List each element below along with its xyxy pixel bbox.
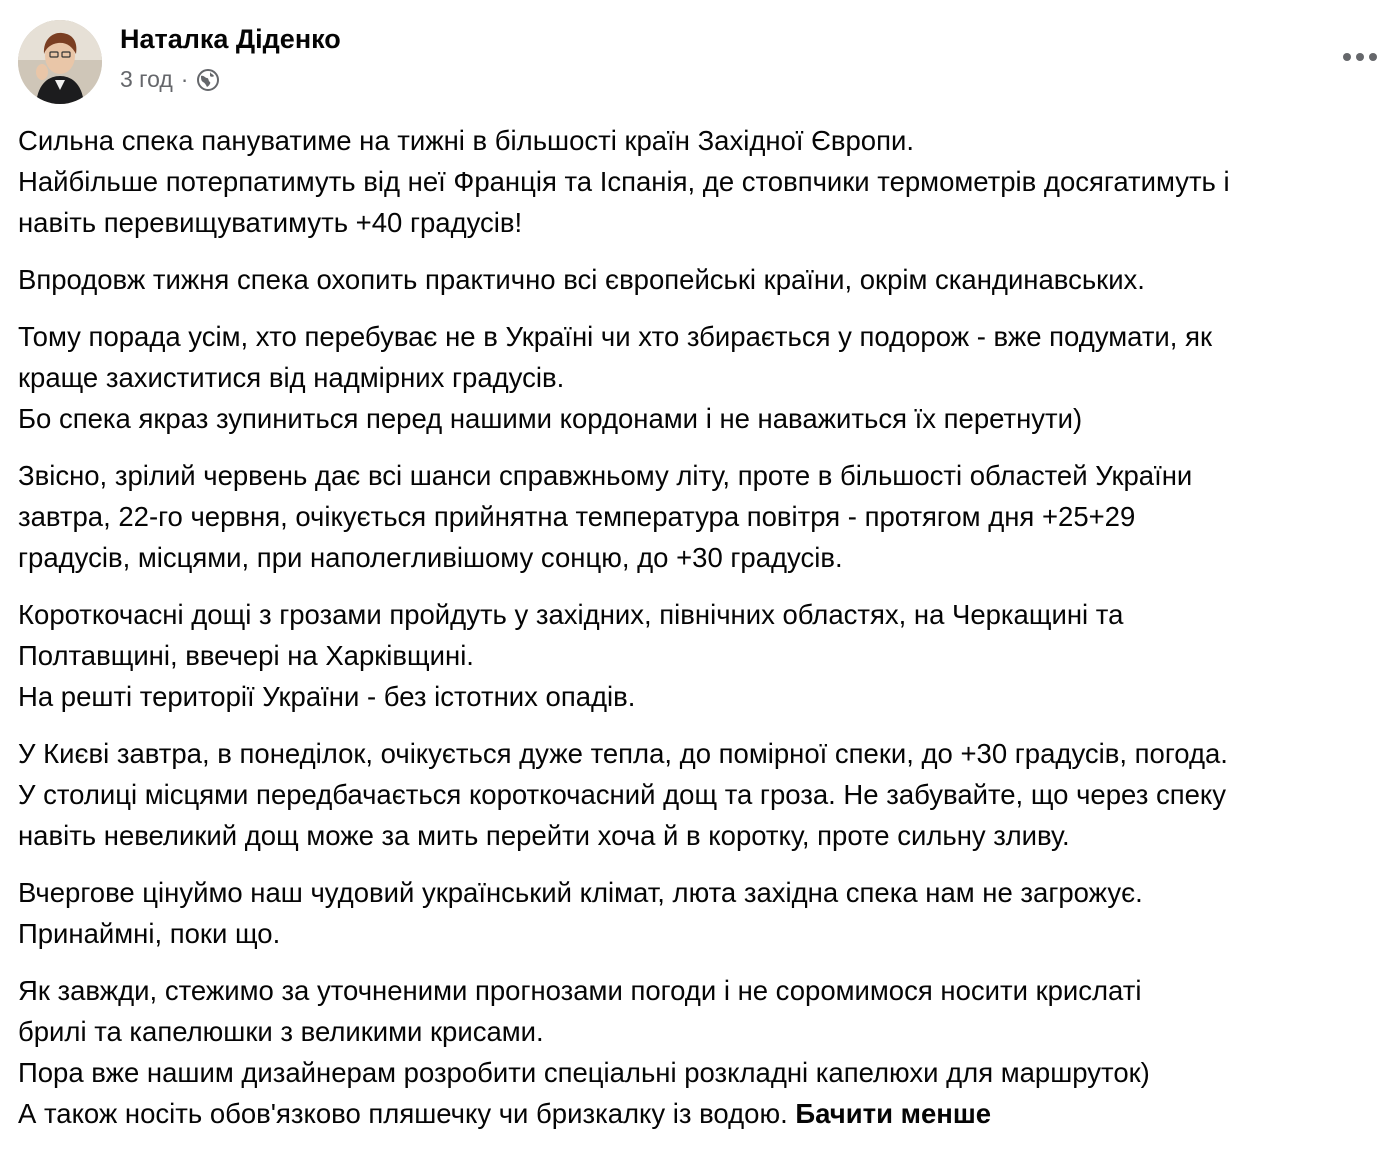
meta-separator: · — [180, 66, 189, 92]
paragraph-4 — [18, 455, 1386, 578]
see-less-link[interactable]: Бачити менше — [795, 1098, 992, 1129]
text-line: Тому порада усім, хто перебуває не в Україні чи хто збирається у подорож - вже подумати, як — [18, 321, 1212, 352]
text-line: Сильна спека пануватиме на тижні в більшості країн Західної Європи. — [18, 125, 914, 156]
author-avatar[interactable] — [18, 20, 102, 104]
text-line: А також носіть обов'язково пляшечку чи бризкалку із водою. — [18, 1098, 788, 1129]
paragraph-5 — [18, 594, 1386, 717]
author-photo — [18, 20, 102, 104]
text-line: Впродовж тижня спека охопить практично всі європейські країни, окрім скандинавських. — [18, 264, 1145, 295]
text-line: градусів, місцями, при наполегливішому сонцю, до +30 градусів. — [18, 542, 843, 573]
text-line: краще захиститися від надмірних градусів. — [18, 362, 565, 393]
text-line: Як завжди, стежимо за уточненими прогнозами погоди і не соромимося носити крислаті — [18, 975, 1142, 1006]
more-options-button[interactable] — [1338, 40, 1382, 74]
text-line: У столиці місцями передбачається короткочасний дощ та гроза. Не забувайте, що через спеку — [18, 779, 1226, 810]
globe-icon[interactable] — [196, 68, 220, 92]
text-line: Найбільше потерпатимуть від неї Франція та Іспанія, де стовпчики термометрів досягатимуть і — [18, 166, 1230, 197]
paragraph-6 — [18, 733, 1386, 856]
text-line: Полтавщині, ввечері на Харківщині. — [18, 640, 474, 671]
text-line: Пора вже нашим дизайнерам розробити спеціальні розкладні капелюхи для маршруток) — [18, 1057, 1150, 1088]
post-meta — [120, 66, 220, 93]
text-line: Бо спека якраз зупиниться перед нашими кордонами і не наважиться їх перетнути) — [18, 403, 1083, 434]
text-line: У Києві завтра, в понеділок, очікується дуже тепла, до помірної спеки, до +30 градусів, погода. — [18, 738, 1228, 769]
text-line: навіть невеликий дощ може за мить перейти хоча й в коротку, проте сильну зливу. — [18, 820, 1070, 851]
paragraph-2 — [18, 259, 1386, 300]
post-time[interactable]: 3 год — [120, 66, 173, 92]
text-line: завтра, 22-го червня, очікується прийнятна температура повітря - протягом дня +25+29 — [18, 501, 1136, 532]
text-line: Вчергове цінуймо наш чудовий український клімат, люта західна спека нам не загрожує. — [18, 877, 1143, 908]
more-horizontal-icon — [1342, 52, 1378, 62]
paragraph-3 — [18, 316, 1386, 439]
text-line: Короткочасні дощі з грозами пройдуть у західних, північних областях, на Черкащині та — [18, 599, 1124, 630]
post-header — [18, 20, 1382, 104]
paragraph-8 — [18, 970, 1386, 1134]
text-line-last — [18, 1093, 1386, 1134]
author-name[interactable]: Наталка Діденко — [120, 24, 341, 54]
text-line: Звісно, зрілий червень дає всі шанси справжньому літу, проте в більшості областей України — [18, 460, 1193, 491]
text-line: На решті території України - без істотних опадів. — [18, 681, 636, 712]
text-line: брилі та капелюшки з великими крисами. — [18, 1016, 544, 1047]
post-text — [18, 120, 1386, 1150]
text-line: навіть перевищуватимуть +40 градусів! — [18, 207, 523, 238]
paragraph-7 — [18, 872, 1386, 954]
paragraph-1 — [18, 120, 1386, 243]
text-line: Принаймні, поки що. — [18, 918, 281, 949]
